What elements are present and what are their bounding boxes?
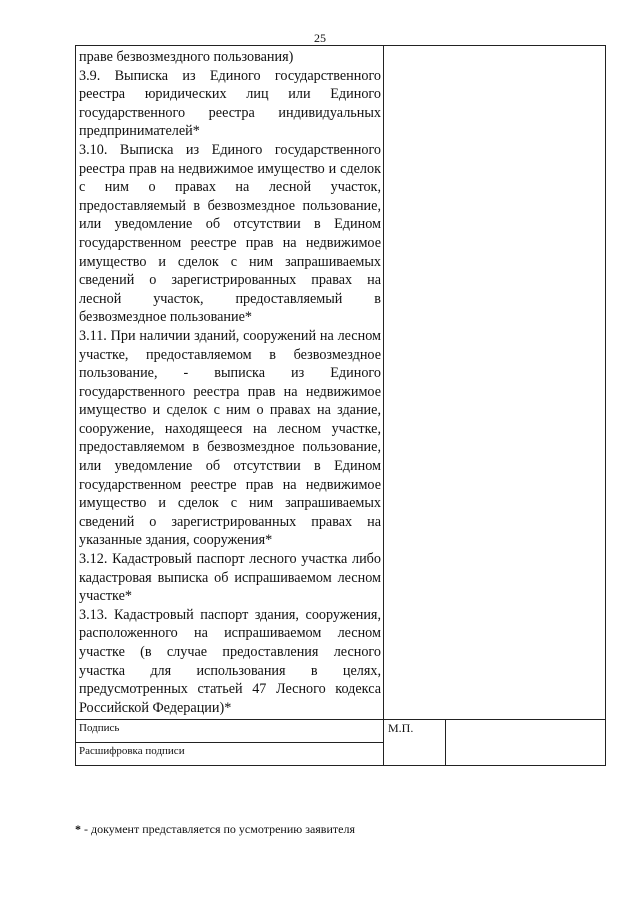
- footnote: [75, 822, 355, 837]
- page-number: 25: [314, 31, 326, 45]
- paragraph-continuation: праве безвозмездного пользования): [79, 49, 294, 65]
- stamp-empty-cell: [446, 720, 606, 766]
- paragraph-3-10: 3.10. Выписка из Единого государственного реестра прав на недвижимое имущество и сделок с ним о правах на лесной участок, предоставляемый в безвозмездное пользование, или уведомление об отсутствии в Едином государственном реестре прав на недвижимое имущество и сделок с ним запрашиваемых сведений о зарегистрированных правах на лесной участок, предоставляемый в безвозмездное пользование*: [79, 141, 381, 326]
- paragraph-3-13: 3.13. Кадастровый паспорт здания, сооружения, расположенного на испрашиваемом лесном участке (в случае предоставления лесного участка для использования в целях, предусмотренных статьей 47 Лесного кодекса Российской Федерации)*: [79, 606, 381, 716]
- footnote-asterisk: *: [75, 822, 81, 836]
- stamp-label-cell: М.П.: [384, 720, 446, 766]
- footnote-text: - документ представляется по усмотрению заявителя: [81, 822, 355, 836]
- signature-label-cell: Подпись: [76, 720, 384, 743]
- paragraph-3-9: 3.9. Выписка из Единого государственного реестра юридических лиц или Единого государственного реестра индивидуальных предпринимателей*: [79, 67, 381, 140]
- documents-list-cell: [76, 46, 384, 720]
- signature-row: [76, 720, 606, 743]
- document-table: [75, 45, 606, 766]
- content-row: [76, 46, 606, 720]
- paragraph-3-12: 3.12. Кадастровый паспорт лесного участка либо кадастровая выписка об испрашиваемом лесном участке*: [79, 551, 381, 605]
- signature-decoding-label-cell: Расшифровка подписи: [76, 743, 384, 766]
- empty-right-cell: [384, 46, 606, 720]
- paragraph-3-11: 3.11. При наличии зданий, сооружений на лесном участке, предоставляемом в безвозмездное пользование, - выписка из Единого государственного реестра прав на недвижимое имущество и сделок с ним о правах на здание, сооружение, находящееся на лесном участке, предоставляемом в безвозмездное пользование, или уведомление об отсутствии в Едином государственном реестре прав на недвижимое имущество и сделок с ним запрашиваемых сведений о зарегистрированных правах на указанные здания, сооружения*: [79, 327, 381, 549]
